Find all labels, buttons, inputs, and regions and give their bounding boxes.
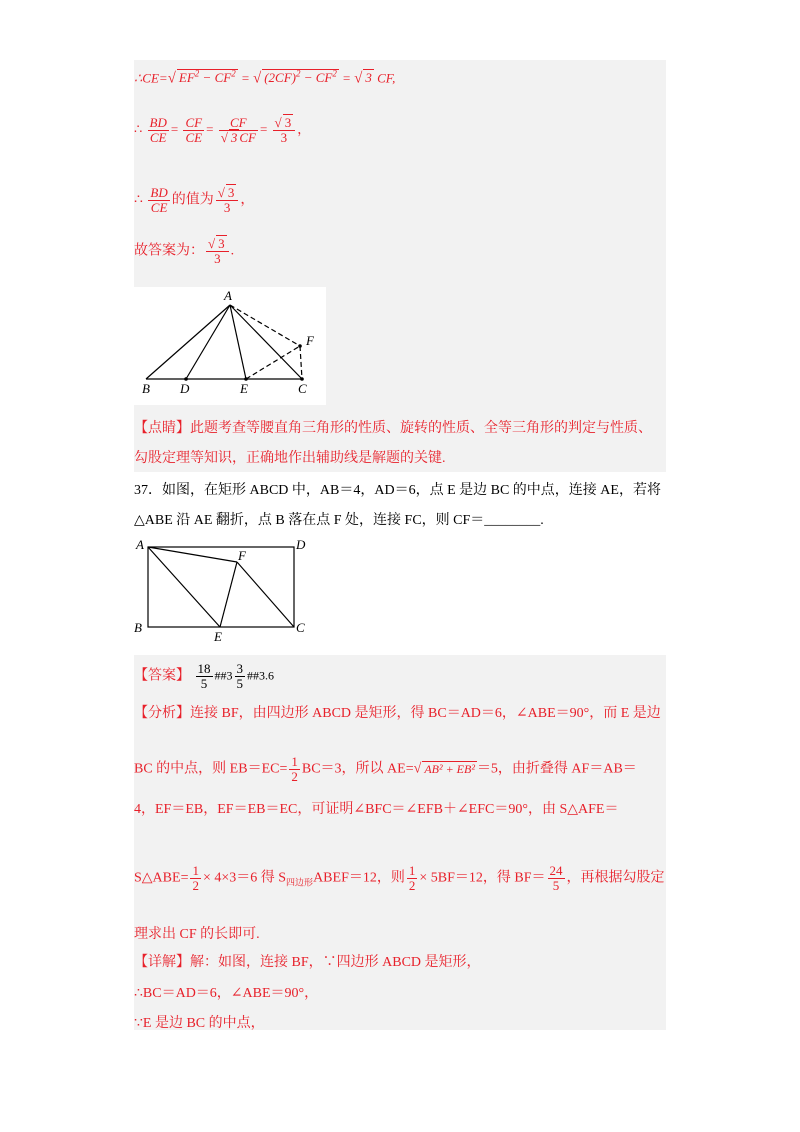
num: 1	[192, 863, 199, 878]
den: CE	[150, 200, 168, 215]
question-text1: 37．如图，在矩形 ABCD 中，AB＝4，AD＝6，点 E 是边 BC 的中点，连接 AE，若将	[134, 483, 661, 498]
analysis-text1: 连接 BF，由四边形 ABCD 是矩形，得 BC＝AD＝6，∠ABE＝90°，而 E 是边	[190, 706, 661, 721]
eq-sign: =	[180, 870, 189, 886]
eq-ratio	[134, 116, 310, 145]
analysis-tag: 【分析】	[134, 706, 190, 721]
label-e: E	[214, 629, 222, 644]
line-fc	[237, 562, 294, 627]
eq-sign: =	[338, 70, 355, 86]
label-d: D	[296, 537, 306, 552]
eq-sign: =	[158, 70, 168, 86]
ce-label: ∴CE	[134, 70, 159, 86]
label-c: C	[296, 620, 305, 635]
analysis-line2	[134, 755, 637, 784]
eq-sign: =	[170, 121, 179, 137]
frac-half-2	[407, 864, 418, 893]
sqrt-icon: √	[354, 70, 363, 87]
comment-tag: 【点睛】	[134, 421, 190, 436]
den: 2	[291, 769, 298, 784]
label-f: F	[306, 333, 314, 348]
frac-root3-3	[206, 237, 229, 266]
ef-term: EF	[178, 70, 195, 86]
analysis-text2a: BC 的中点，则 EB＝EC	[134, 761, 280, 777]
analysis-text4a: S△ABE	[134, 870, 181, 886]
root-ab-eb: AB² + EB²	[424, 761, 475, 776]
question-line1	[134, 483, 661, 499]
answer-frac-3-5	[235, 662, 246, 691]
analysis-text2b: BC＝3，所以 AE	[301, 761, 406, 777]
den: 2	[192, 878, 199, 893]
sqrt-icon: √	[413, 761, 422, 777]
den: 3	[223, 200, 231, 215]
analysis-text4c: ABEF＝12，则	[313, 870, 405, 886]
value-text: 的值为	[171, 192, 214, 208]
ratio-value-line	[134, 186, 254, 215]
num	[216, 186, 239, 201]
sup: 2	[194, 69, 200, 79]
num	[206, 237, 229, 252]
eq-sign: =	[405, 761, 414, 777]
answer-text: 故答案为：	[134, 243, 204, 259]
den: 5	[200, 676, 208, 691]
rectangle-figure	[134, 535, 314, 645]
answer-sep2: ##3.6	[247, 668, 274, 683]
label-c: C	[298, 381, 307, 396]
root: 3	[284, 115, 292, 130]
comment-line1	[134, 421, 652, 437]
label-a: A	[136, 537, 144, 552]
den: 5	[236, 676, 243, 691]
comment-text2: 勾股定理等知识，正确地作出辅助线是解题的关键.	[134, 451, 446, 466]
root-2cf	[262, 69, 339, 85]
frac-24-5	[548, 864, 565, 893]
eq-sign: =	[259, 121, 268, 137]
num	[273, 116, 296, 131]
num: 24	[549, 863, 563, 878]
sqrt-icon: √	[167, 70, 176, 87]
tail: ，	[297, 121, 311, 137]
detail-line2	[134, 986, 318, 1002]
frac-root3-3	[216, 186, 239, 215]
cf-term: − CF	[300, 70, 333, 86]
sqrt-icon: √	[217, 185, 225, 200]
sup: 2	[295, 69, 301, 79]
root-ef-cf	[177, 69, 238, 85]
sqrt-icon: √	[274, 115, 282, 130]
sup: 2	[332, 69, 337, 79]
label-d: D	[180, 381, 190, 396]
detail-text1: 解：如图，连接 BF，∵四边形 ABCD 是矩形，	[190, 955, 481, 970]
frac-cf-ce	[183, 116, 204, 145]
sqrt-icon: √	[252, 70, 262, 87]
eq-sign: =	[279, 761, 288, 777]
analysis-text3: 4，EF＝EB，EF＝EB＝EC，可证明∠BFC＝∠EFB＋∠EFC＝90°，由 S△AFE＝	[134, 802, 619, 817]
analysis-text4e: ，再根据勾股定	[566, 870, 665, 886]
den	[219, 131, 258, 145]
tail: .	[230, 243, 235, 259]
frac-bd-ce	[148, 186, 169, 215]
detail-tag: 【详解】	[134, 955, 190, 970]
analysis-text4b: × 4×3＝6 得 S	[202, 870, 287, 886]
den: CE	[185, 130, 203, 145]
line-fe	[220, 562, 237, 627]
answer-sep1: ##3	[214, 668, 233, 683]
analysis-line1	[134, 706, 661, 722]
point-f	[298, 344, 302, 348]
comment-text1: 此题考查等腰直角三角形的性质、旋转的性质、全等三角形的判定与性质、	[190, 421, 652, 436]
label-b: B	[134, 620, 142, 635]
num: BD	[150, 185, 168, 200]
eq-sign: =	[206, 121, 214, 137]
label-e: E	[240, 381, 248, 396]
quad-subscript: 四边形	[286, 877, 314, 888]
question-line2	[134, 513, 544, 529]
root: 3	[227, 185, 235, 200]
num: 1	[291, 754, 298, 769]
therefore-icon: ∴	[134, 121, 143, 137]
frac-root3-3	[273, 116, 296, 145]
detail-text2: ∴BC＝AD＝6，∠ABE＝90°，	[134, 986, 319, 1001]
detail-text3: ∵E 是边 BC 的中点，	[134, 1016, 265, 1031]
label-f: F	[238, 548, 246, 563]
analysis-line5	[134, 927, 260, 943]
num: 1	[408, 863, 416, 878]
therefore-icon: ∴	[134, 192, 143, 208]
num: CF	[185, 115, 203, 130]
analysis-text4d: × 5BF＝12，得 BF＝	[419, 870, 546, 886]
num: CF	[219, 116, 258, 131]
line-af	[148, 547, 237, 562]
root: 3	[218, 236, 225, 251]
eq-ce	[134, 66, 395, 86]
answer-line	[134, 237, 234, 266]
analysis-text2c: ＝5，由折叠得 AF＝AB＝	[476, 761, 637, 777]
den: 5	[552, 878, 560, 893]
num: BD	[149, 115, 167, 130]
den: 2	[408, 878, 416, 893]
label-a: A	[224, 288, 232, 303]
analysis-line4	[134, 864, 665, 893]
sqrt-icon: √	[208, 236, 216, 251]
tail: ，	[240, 192, 255, 208]
question-text2: △ABE 沿 AE 翻折，点 B 落在点 F 处，连接 FC，则 CF＝________.	[134, 513, 544, 528]
frac-cf-root3cf	[219, 116, 258, 145]
label-b: B	[142, 381, 150, 396]
2cf-term: (2CF)	[264, 70, 296, 86]
line-ae	[148, 547, 220, 627]
analysis-line3	[134, 802, 618, 818]
answer-row	[134, 662, 274, 691]
root-3: 3	[365, 70, 372, 86]
analysis-text5: 理求出 CF 的长即可.	[134, 927, 260, 942]
cf-tail: CF,	[373, 70, 396, 86]
answer-tag: 【答案】	[134, 668, 190, 684]
den: CE	[149, 130, 167, 145]
den: 3	[280, 130, 288, 145]
answer-frac-18-5	[196, 662, 213, 691]
den: 3	[214, 251, 221, 266]
cf-term: − CF	[199, 70, 232, 86]
comment-line2	[134, 451, 446, 467]
sup: 2	[231, 69, 236, 79]
frac-half	[190, 864, 201, 893]
num: 18	[197, 661, 211, 676]
den-tail: CF	[239, 130, 256, 145]
frac-half	[289, 755, 300, 784]
sqrt-icon: √	[220, 130, 228, 145]
root: 3	[230, 130, 238, 145]
frac-bd-ce	[148, 116, 169, 145]
detail-line1	[134, 955, 481, 971]
num: 3	[236, 661, 243, 676]
eq-sign: =	[237, 70, 253, 86]
triangle-figure	[134, 287, 326, 405]
detail-line3	[134, 1016, 265, 1032]
